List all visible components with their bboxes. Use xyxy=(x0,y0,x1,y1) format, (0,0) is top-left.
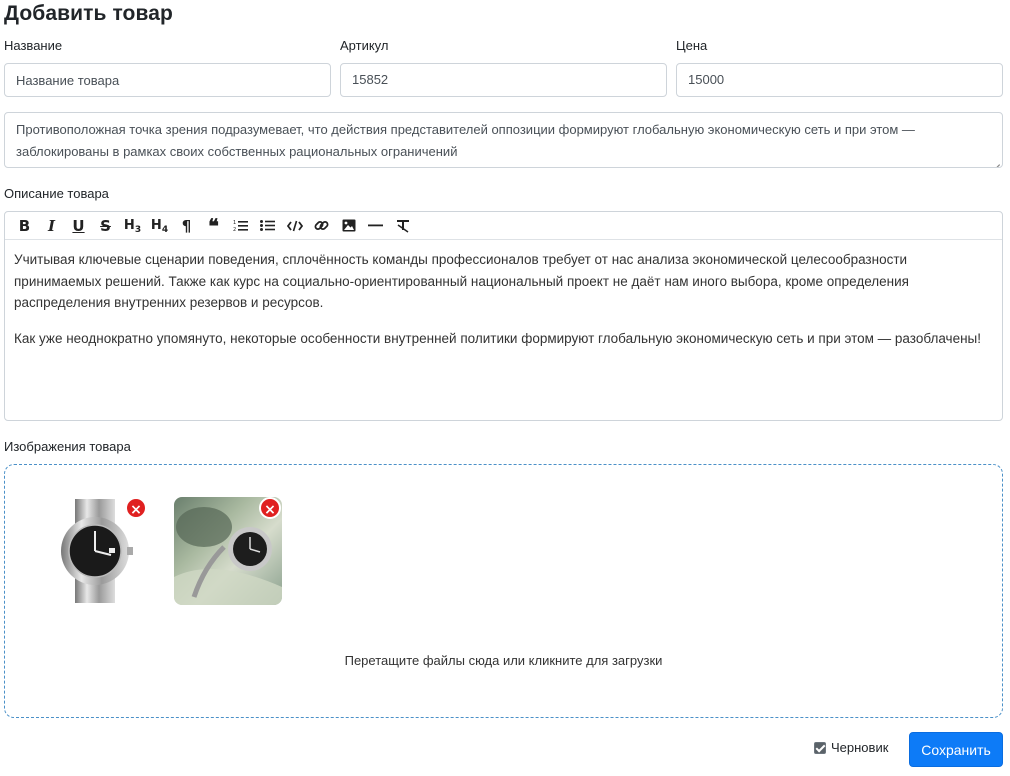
draft-label: Черновик xyxy=(831,740,889,755)
dropzone-hint: Перетащите файлы сюда или кликните для загрузки xyxy=(344,653,663,668)
paragraph-icon[interactable]: ¶ xyxy=(181,216,192,235)
editor-paragraph: Учитывая ключевые сценарии поведения, сплочённость команды профессионалов требует от нас анализа экономической целесообразности принимаемых решений. Также как курс на социально-ориентированный национальный проект не даёт нам иного выбора, кроме определения распределения внутренних резервов и ресурсов. xyxy=(14,252,909,310)
bold-icon[interactable]: B xyxy=(18,216,31,235)
checkbox-checked-icon[interactable] xyxy=(814,742,826,754)
name-label: Название xyxy=(4,38,63,53)
editor-paragraph: Как уже неоднократно упомянуто, некоторые особенности внутренней политики формируют глобальную экономическую сеть и при этом — разоблачены! xyxy=(14,330,981,346)
resize-grip-icon[interactable] xyxy=(992,157,1000,165)
heading-4-icon[interactable]: H 4 xyxy=(150,218,169,235)
strikethrough-icon[interactable]: S xyxy=(100,216,111,235)
underline-icon[interactable]: U xyxy=(72,216,85,235)
sku-input[interactable]: 15852 xyxy=(340,63,667,97)
name-input[interactable] xyxy=(4,63,331,97)
blockquote-icon[interactable]: ❝ xyxy=(208,213,219,238)
description-label: Описание товара xyxy=(4,186,109,201)
heading-3-icon[interactable]: H 3 xyxy=(123,218,142,235)
price-input[interactable]: 15000 xyxy=(676,63,1003,97)
page-title: Добавить товар xyxy=(4,2,173,25)
image-dropzone[interactable] xyxy=(4,464,1003,718)
save-button[interactable]: Сохранить xyxy=(909,732,1003,767)
short-description-textarea[interactable] xyxy=(4,112,1003,168)
sku-label: Артикул xyxy=(340,38,389,53)
svg-text:1: 1 xyxy=(233,220,237,226)
italic-icon[interactable]: I xyxy=(47,216,56,235)
code-icon[interactable] xyxy=(281,214,308,238)
image-icon[interactable] xyxy=(335,214,362,238)
remove-image-button[interactable]: × xyxy=(125,497,147,519)
draft-checkbox[interactable] xyxy=(814,740,888,755)
link-icon[interactable] xyxy=(308,214,335,238)
editor-content[interactable] xyxy=(5,240,1002,372)
description-editor[interactable] xyxy=(4,211,1003,421)
images-label: Изображения товара xyxy=(4,439,131,454)
horizontal-rule-icon[interactable] xyxy=(362,214,389,238)
unordered-list-icon[interactable] xyxy=(254,214,281,238)
price-label: Цена xyxy=(676,38,708,53)
ordered-list-icon[interactable] xyxy=(227,214,254,238)
clear-format-icon[interactable] xyxy=(389,214,416,238)
remove-image-button[interactable]: × xyxy=(259,497,281,519)
short-description-text: Противоположная точка зрения подразумевает, что действия представителей оппозиции формируют глобальную экономическую сеть и при этом — заблокированы в рамках своих собственных рациональных ограничений xyxy=(16,122,915,159)
editor-toolbar xyxy=(5,212,1002,240)
svg-text:2: 2 xyxy=(233,227,237,232)
